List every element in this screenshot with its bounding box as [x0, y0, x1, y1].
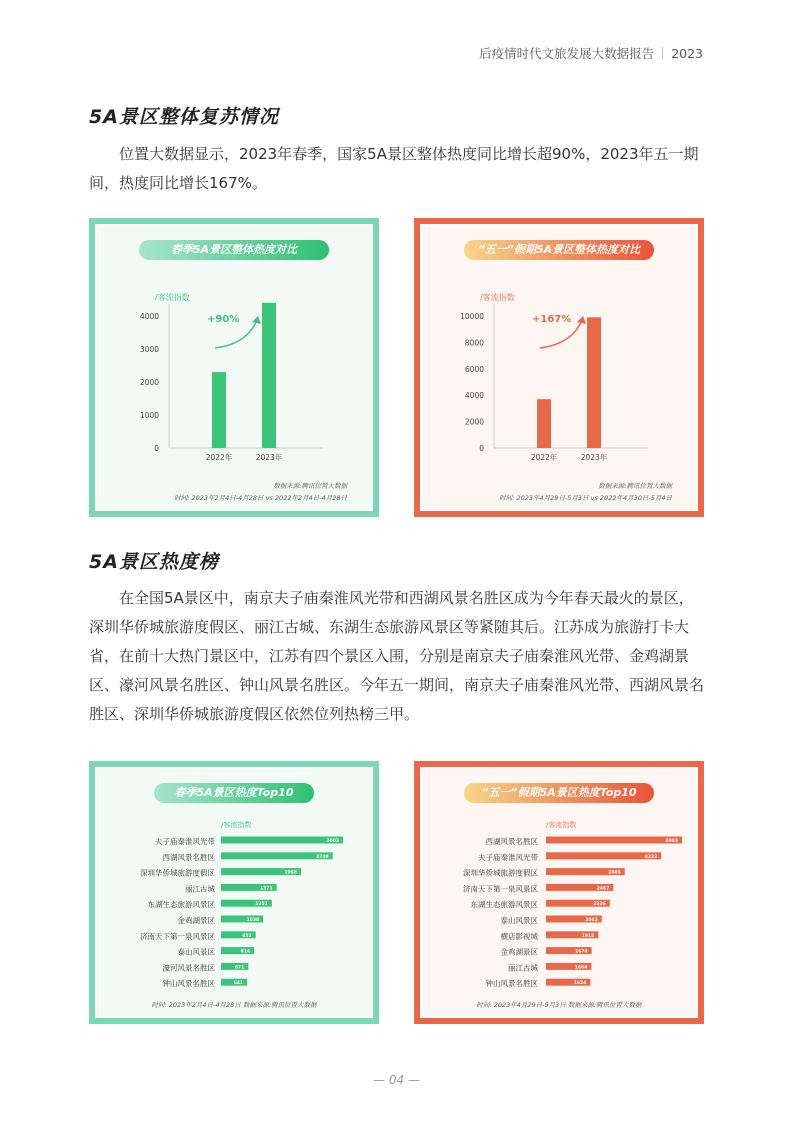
- chart-title-mayday-top10: “五一”假期5A景区热度Top10: [464, 783, 654, 803]
- y-tick-label: 3000: [139, 345, 159, 354]
- category-label: 泰山风景区: [500, 916, 538, 925]
- y-tick-label: 0: [154, 444, 159, 453]
- report-title: 后疫情时代文旅发展大数据报告: [479, 46, 655, 61]
- value-label: 2043: [585, 918, 598, 923]
- chart-panel-spring-overall: [89, 218, 379, 517]
- category-label: 济南天下第一泉风景区: [140, 931, 215, 941]
- value-label: 1915: [581, 933, 595, 939]
- value-label: 671: [234, 965, 245, 971]
- report-year: 2023: [671, 46, 703, 61]
- y-tick-label: 1000: [139, 411, 159, 420]
- section-title-recovery: 5A景区整体复苏情况: [89, 106, 279, 128]
- y-tick-label: 10000: [460, 312, 484, 321]
- chart-spring-top10: [97, 769, 371, 1016]
- report-header: [479, 44, 703, 62]
- category-label: 深圳华侨城旅游度假区: [463, 868, 538, 878]
- section-paragraph-ranking: 在全国5A景区中，南京夫子庙秦淮风光带和西湖风景名胜区成为今年春天最火的景区，深圳华侨城旅游度假区、丽江古城、东湖生态旅游风景区等紧随其后。江苏成为旅游打卡大省，在前十大热门景区中，江苏有四个景区入围，分别是南京夫子庙秦淮风光带、金鸡湖景区、濠河风景名胜区、钟山风景名胜区。今年五一期间，南京夫子庙秦淮风光带、西湖风景名胜区、深圳华侨城旅游度假区依然位列热榜三甲。: [89, 589, 705, 723]
- growth-arrow-head: [252, 316, 261, 324]
- x-tick-label: 2022年: [205, 453, 233, 462]
- value-label: 853: [242, 933, 252, 939]
- category-label: 夫子庙秦淮风光带: [478, 852, 538, 862]
- bar-2023年: [587, 317, 601, 448]
- value-label: 1251: [255, 902, 268, 908]
- bar-2022年: [537, 399, 551, 448]
- value-label: 814: [240, 949, 251, 955]
- category-label: 济南天下第一泉风景区: [463, 884, 538, 894]
- chart-mayday-overall: [422, 226, 696, 509]
- category-label: 濠河风景名胜区: [162, 963, 215, 973]
- category-label: 横店影视城: [500, 931, 538, 941]
- value-label: 2467: [596, 886, 610, 892]
- value-label: 2886: [608, 870, 621, 876]
- category-label: 东湖生态旅游风景区: [147, 900, 215, 910]
- growth-annotation: +167%: [532, 314, 572, 325]
- header-divider: [662, 47, 663, 59]
- chart-panel-spring-top10: [89, 761, 379, 1024]
- footer-note: 时间: 2023年4月29日-5月3日 数据来源:腾讯位置大数据: [476, 1001, 642, 1009]
- x-axis-label: /客流指数: [546, 821, 577, 829]
- value-label: 1038: [246, 918, 260, 923]
- value-label: 2749: [316, 854, 329, 860]
- category-label: 西湖风景名胜区: [485, 837, 538, 846]
- source-note: 数据来源:腾讯位置大数据: [598, 482, 672, 490]
- category-label: 泰山风景区: [177, 947, 215, 957]
- category-label: 金鸡湖景区: [500, 947, 538, 957]
- source-note: 数据来源:腾讯位置大数据: [273, 482, 347, 490]
- value-label: 641: [233, 981, 244, 987]
- y-tick-label: 0: [479, 444, 484, 453]
- bar-2022年: [212, 372, 226, 448]
- chart-title-mayday-overall: “五一”假期5A景区整体热度对比: [464, 240, 654, 260]
- chart-panel-mayday-overall: [414, 218, 704, 517]
- y-tick-label: 4000: [139, 312, 159, 321]
- value-label: 1968: [284, 870, 297, 876]
- x-tick-label: 2023年: [255, 453, 283, 462]
- growth-arrow-head: [577, 316, 586, 324]
- category-label: 深圳华侨城旅游度假区: [140, 868, 215, 878]
- y-axis-label: /客流指数: [155, 293, 190, 302]
- category-label: 金鸡湖景区: [177, 916, 215, 925]
- section-paragraph-recovery: 位置大数据显示，2023年春季，国家5A景区整体热度同比增长超90%，2023年五一期间，热度同比增长167%。: [89, 145, 699, 192]
- x-axis-label: /客流指数: [221, 821, 252, 829]
- category-label: 东湖生态旅游风景区: [470, 900, 538, 910]
- category-label: 钟山风景名胜区: [162, 979, 215, 989]
- x-tick-label: 2022年: [530, 453, 558, 462]
- bar-夫子庙秦淮风光带: [221, 837, 343, 844]
- chart-mayday-top10: [422, 769, 696, 1016]
- value-label: 4983: [665, 839, 678, 844]
- chart-title-spring-top10: 春季5A景区热度Top10: [154, 783, 314, 803]
- y-tick-label: 2000: [464, 417, 484, 427]
- y-tick-label: 4000: [464, 391, 484, 401]
- value-label: 1624: [573, 981, 587, 987]
- growth-annotation: +90%: [207, 314, 240, 325]
- y-tick-label: 8000: [464, 338, 484, 348]
- category-label: 丽江古城: [508, 963, 538, 973]
- y-tick-label: 6000: [464, 364, 484, 374]
- value-label: 3003: [326, 839, 339, 844]
- value-label: 2336: [593, 902, 606, 908]
- value-label: 1674: [575, 949, 588, 955]
- footer-note: 时间: 2023年2月4日-4月28日 数据来源:腾讯位置大数据: [151, 1001, 317, 1009]
- category-label: 钟山风景名胜区: [485, 979, 538, 989]
- chart-spring-overall: [97, 226, 371, 509]
- time-note: 时间: 2023年4月29日-5月3日 vs 2022年4月30日-5月4日: [499, 494, 672, 502]
- category-label: 西湖风景名胜区: [162, 852, 215, 862]
- category-label: 夫子庙秦淮风光带: [155, 837, 215, 846]
- y-axis-label: /客流指数: [480, 293, 515, 302]
- time-note: 时间: 2023年2月4日-4月28日 vs 2022年2月4日-4月28日: [174, 494, 347, 502]
- value-label: 4223: [644, 854, 658, 860]
- value-label: 1664: [574, 965, 588, 971]
- bar-2023年: [262, 303, 276, 448]
- value-label: 1371: [260, 886, 273, 892]
- chart-panel-mayday-top10: [414, 761, 704, 1024]
- section-title-ranking: 5A景区热度榜: [89, 551, 219, 573]
- y-tick-label: 2000: [139, 378, 159, 387]
- bar-西湖风景名胜区: [546, 837, 682, 844]
- page-number: — 04 —: [373, 1073, 420, 1087]
- category-label: 丽江古城: [185, 884, 215, 894]
- chart-title-spring-overall: 春季5A景区整体热度对比: [139, 240, 329, 260]
- x-tick-label: 2023年: [580, 453, 608, 462]
